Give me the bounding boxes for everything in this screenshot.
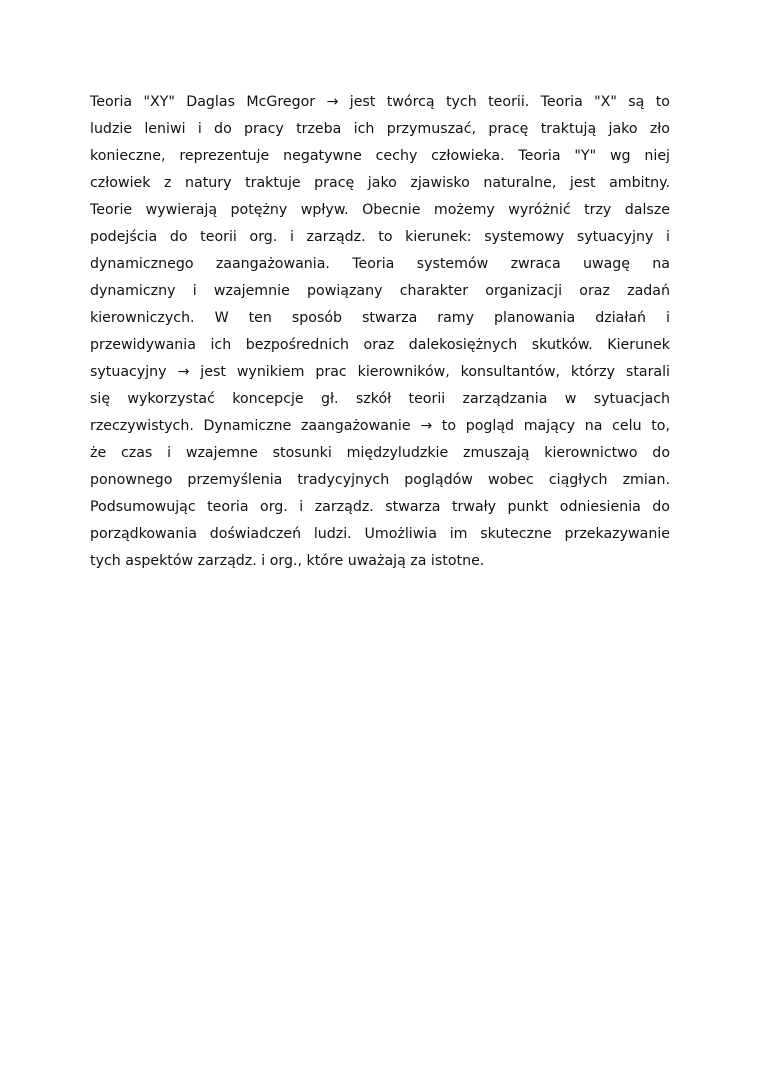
paragraph-line: Podsumowując teoria org. i zarządz. stwarza trwały punkt odniesienia do <box>90 499 670 515</box>
paragraph-line: konieczne, reprezentuje negatywne cechy człowieka. Teoria "Y" wg niej <box>90 148 670 164</box>
paragraph-line: ponownego przemyślenia tradycyjnych poglądów wobec ciągłych zmian. <box>90 472 670 488</box>
paragraph-line: podejścia do teorii org. i zarządz. to kierunek: systemowy sytuacyjny i <box>90 229 670 245</box>
paragraph-line: że czas i wzajemne stosunki międzyludzkie zmuszają kierownictwo do <box>90 445 670 461</box>
paragraph-line: kierowniczych. W ten sposób stwarza ramy planowania działań i <box>90 310 670 326</box>
paragraph-line: przewidywania ich bezpośrednich oraz dalekosiężnych skutków. Kierunek <box>90 337 670 353</box>
paragraph-line: dynamiczny i wzajemnie powiązany charakter organizacji oraz zadań <box>90 283 670 299</box>
paragraph-line: rzeczywistych. Dynamiczne zaangażowanie → to pogląd mający na celu to, <box>90 418 670 434</box>
paragraph-line: dynamicznego zaangażowania. Teoria systemów zwraca uwagę na <box>90 256 670 272</box>
paragraph-line: Teoria "XY" Daglas McGregor → jest twórcą tych teorii. Teoria "X" są to <box>90 94 670 110</box>
paragraph-line: człowiek z natury traktuje pracę jako zjawisko naturalne, jest ambitny. <box>90 175 670 191</box>
paragraph-line: ludzie leniwi i do pracy trzeba ich przymuszać, pracę traktują jako zło <box>90 121 670 137</box>
paragraph-line: Teorie wywierają potężny wpływ. Obecnie możemy wyróżnić trzy dalsze <box>90 202 670 218</box>
body-paragraph <box>90 89 670 575</box>
paragraph-line-last: tych aspektów zarządz. i org., które uważają za istotne. <box>90 553 485 569</box>
paragraph-line: sytuacyjny → jest wynikiem prac kierowników, konsultantów, którzy starali <box>90 364 670 380</box>
paragraph-line: się wykorzystać koncepcje gł. szkół teorii zarządzania w sytuacjach <box>90 391 670 407</box>
paragraph-line: porządkowania doświadczeń ludzi. Umożliwia im skuteczne przekazywanie <box>90 526 670 542</box>
